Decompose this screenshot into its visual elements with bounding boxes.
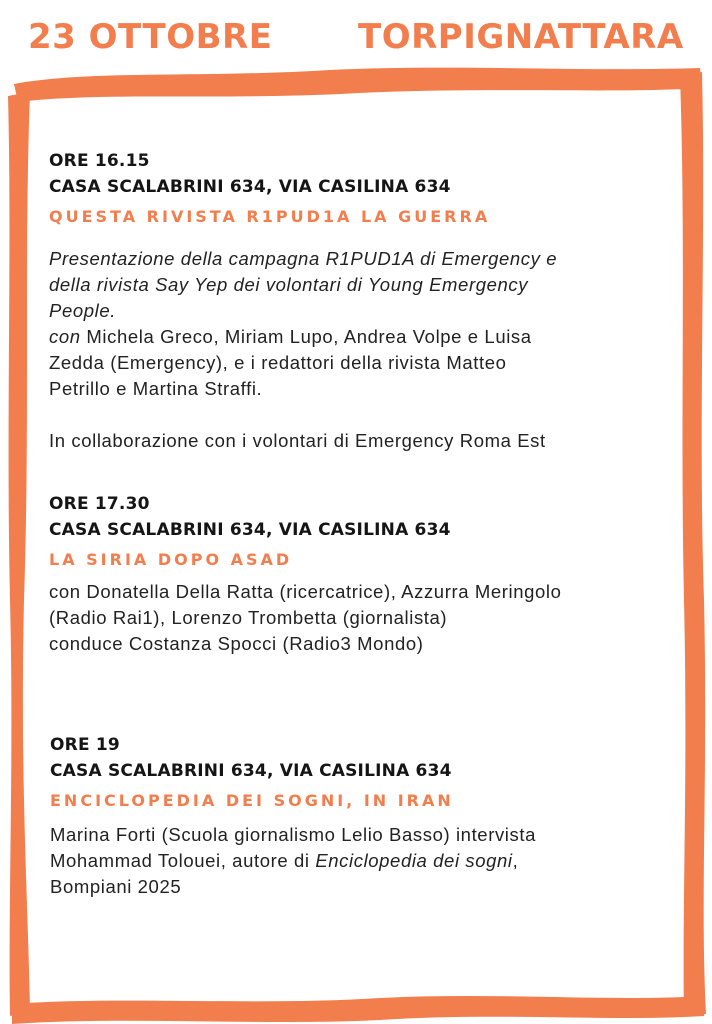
description-line: Bompiani 2025: [50, 876, 182, 897]
event-time: ORE 17.30: [49, 494, 150, 514]
guests-prefix: con: [49, 326, 81, 347]
event-time: ORE 16.15: [49, 151, 150, 171]
event-description: [49, 579, 669, 657]
event-time: ORE 19: [50, 735, 120, 755]
event-venue: CASA SCALABRINI 634, VIA CASILINA 634: [49, 177, 451, 197]
guests-line: Petrillo e Martina Straffi.: [49, 378, 263, 399]
description-line: della rivista Say Yep dei volontari di Young Emergency: [49, 274, 529, 295]
event-venue: CASA SCALABRINI 634, VIA CASILINA 634: [49, 520, 451, 540]
description-punctuation: ,: [512, 850, 519, 871]
event-3: [50, 732, 670, 900]
event-title: QUESTA RIVISTA R1PUD1A LA GUERRA: [49, 207, 491, 226]
guests-line: Zedda (Emergency), e i redattori della rivista Matteo: [49, 352, 507, 373]
event-title: ENCICLOPEDIA DEI SOGNI, IN IRAN: [50, 791, 454, 810]
description-line: People.: [49, 300, 116, 321]
event-title: LA SIRIA DOPO ASAD: [49, 550, 293, 569]
guests-line: Michela Greco, Miriam Lupo, Andrea Volpe e Luisa: [80, 326, 532, 347]
description-line: Marina Forti (Scuola giornalismo Lelio Basso) intervista: [50, 824, 537, 845]
event-1: [49, 148, 669, 454]
description-line: conduce Costanza Spocci (Radio3 Mondo): [49, 633, 424, 654]
description-line: Mohammad Tolouei, autore di: [50, 850, 316, 871]
header-location: TORPIGNATTARA: [358, 17, 684, 57]
header-date: 23 OTTOBRE: [28, 17, 273, 57]
event-2: [49, 491, 669, 657]
book-title: Enciclopedia dei sogni: [315, 850, 513, 871]
description-line: (Radio Rai1), Lorenzo Trombetta (giornalista): [49, 607, 448, 628]
description-line: Presentazione della campagna R1PUD1A di Emergency e: [49, 248, 558, 269]
description-line: con Donatella Della Ratta (ricercatrice), Azzurra Meringolo: [49, 581, 562, 602]
event-description: [49, 246, 669, 454]
collaboration-note: In collaborazione con i volontari di Emergency Roma Est: [49, 430, 546, 451]
event-description: [50, 822, 670, 900]
event-venue: CASA SCALABRINI 634, VIA CASILINA 634: [50, 761, 452, 781]
